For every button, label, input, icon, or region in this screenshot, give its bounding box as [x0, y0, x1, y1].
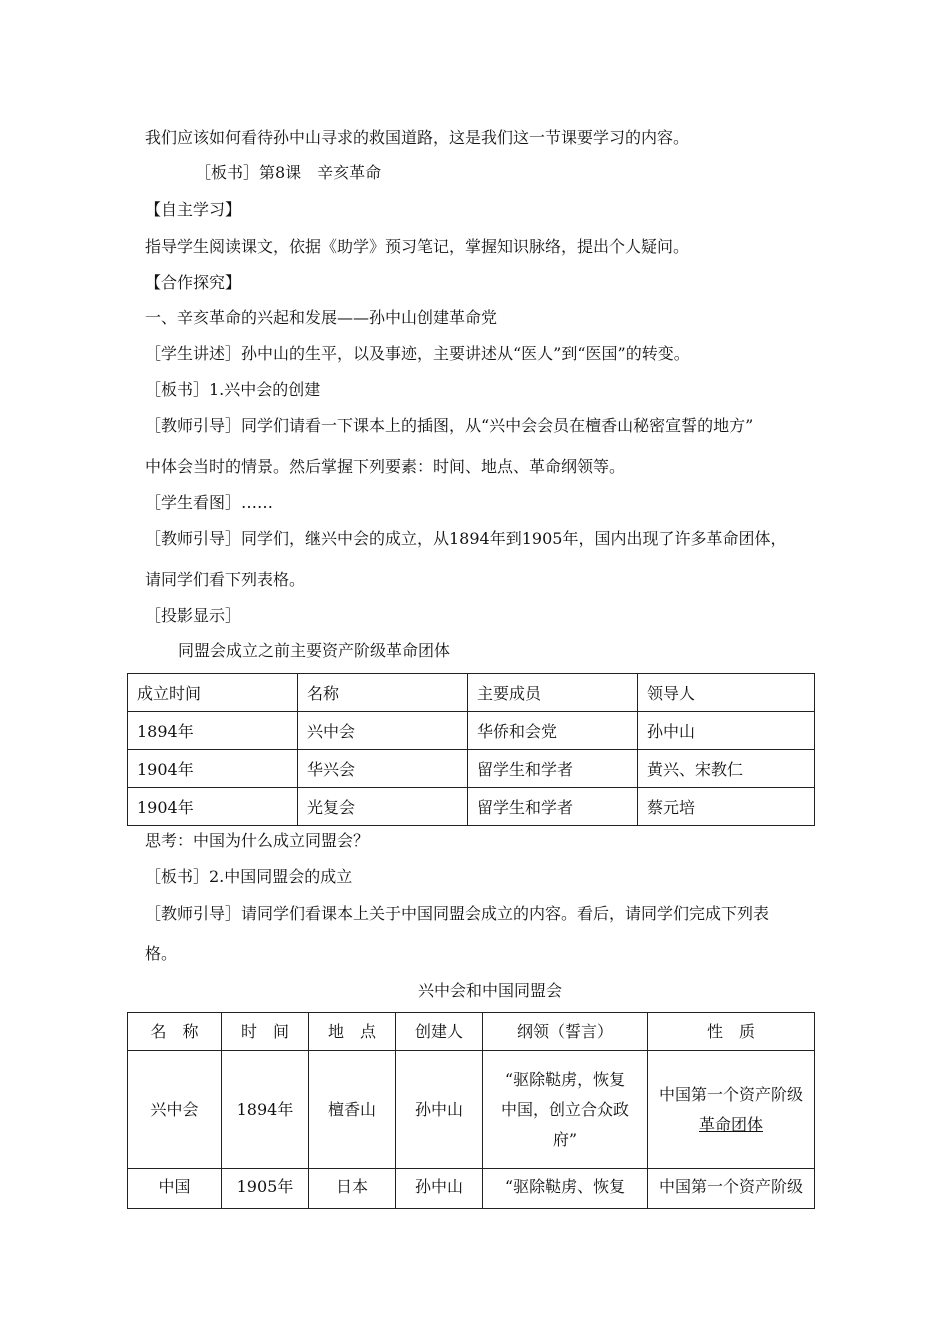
- table-cell: 华侨和会党: [468, 712, 638, 750]
- text-line: 我们应该如何看待孙中山寻求的救国道路，这是我们这一节课要学习的内容。: [145, 128, 690, 147]
- section-heading: 【合作探究】: [145, 273, 242, 292]
- text-line: 指导学生阅读课文，依据《助学》预习笔记，掌握知识脉络，提出个人疑问。: [145, 237, 690, 256]
- table-comparison: [127, 1012, 815, 1209]
- table-cell: 华兴会: [298, 750, 468, 788]
- subsection-heading: 一、辛亥革命的兴起和发展——孙中山创建革命党: [145, 308, 498, 327]
- header-cell: 名称: [298, 674, 468, 712]
- table-cell: 兴中会: [128, 1051, 222, 1169]
- table-cell: 兴中会: [298, 712, 468, 750]
- nature-cell: [648, 1051, 815, 1169]
- table-cell: 留学生和学者: [468, 788, 638, 826]
- header-cell: 主要成员: [468, 674, 638, 712]
- table2-caption: 兴中会和中国同盟会: [418, 981, 563, 1000]
- text-line: ［板书］2.中国同盟会的成立: [145, 867, 353, 886]
- board-note-title: ［板书］第8课 辛亥革命: [195, 163, 382, 182]
- text-line: 请同学们看下列表格。: [145, 570, 306, 589]
- text-line: ［学生看图］……: [145, 493, 274, 512]
- table-header-row: [128, 1013, 815, 1051]
- header-cell: 纲领（誓言）: [483, 1013, 648, 1051]
- table-cell: 孙中山: [396, 1169, 483, 1209]
- table-header-row: [128, 674, 815, 712]
- text-line: ［教师引导］请同学们看课本上关于中国同盟会成立的内容。看后，请同学们完成下列表: [145, 904, 770, 923]
- text-line: 中体会当时的情景。然后掌握下列要素：时间、地点、革命纲领等。: [145, 457, 626, 476]
- header-cell: 成立时间: [128, 674, 298, 712]
- table-cell: 留学生和学者: [468, 750, 638, 788]
- text-line: ［投影显示］: [145, 606, 242, 625]
- table-row: [128, 712, 815, 750]
- table-cell: 檀香山: [309, 1051, 396, 1169]
- program-cell: “驱除鞑虏、恢复: [483, 1169, 648, 1209]
- header-cell: 领导人: [638, 674, 815, 712]
- table-cell: 1905年: [222, 1169, 309, 1209]
- header-cell: 性 质: [648, 1013, 815, 1051]
- section-heading: 【自主学习】: [145, 200, 242, 219]
- program-line: 中国，创立合众政: [500, 1099, 629, 1119]
- table-cell: 孙中山: [396, 1051, 483, 1169]
- text-line: 思考：中国为什么成立同盟会？: [145, 831, 370, 850]
- header-cell: 创建人: [396, 1013, 483, 1051]
- header-cell: 名 称: [128, 1013, 222, 1051]
- table-cell: 日本: [309, 1169, 396, 1209]
- program-line: “驱除鞑虏，恢复: [504, 1069, 626, 1089]
- table-cell: 中国: [128, 1169, 222, 1209]
- header-cell: 地 点: [309, 1013, 396, 1051]
- table-cell: 1904年: [128, 788, 298, 826]
- table-cell: 1894年: [222, 1051, 309, 1169]
- table-cell: 光复会: [298, 788, 468, 826]
- table-cell: 1904年: [128, 750, 298, 788]
- table-cell: 蔡元培: [638, 788, 815, 826]
- program-line: 府”: [552, 1129, 578, 1149]
- text-line: ［教师引导］同学们，继兴中会的成立，从1894年到1905年，国内出现了许多革命团体，: [145, 529, 787, 548]
- text-line: ［板书］1.兴中会的创建: [145, 380, 321, 399]
- text-line: ［教师引导］同学们请看一下课本上的插图，从“兴中会会员在檀香山秘密宣誓的地方”: [145, 416, 754, 435]
- nature-cell: 中国第一个资产阶级: [648, 1169, 815, 1209]
- table1-caption: 同盟会成立之前主要资产阶级革命团体: [178, 641, 451, 660]
- header-cell: 时 间: [222, 1013, 309, 1051]
- table-cell: 黄兴、宋教仁: [638, 750, 815, 788]
- table-revolutionary-groups: [127, 673, 815, 826]
- table-row: [128, 1169, 815, 1209]
- table-row: [128, 750, 815, 788]
- program-cell: [483, 1051, 648, 1169]
- table-row: [128, 788, 815, 826]
- table-cell: 1894年: [128, 712, 298, 750]
- nature-line: 中国第一个资产阶级: [658, 1084, 803, 1104]
- nature-line-underlined: 革命团体: [698, 1114, 763, 1134]
- table-row: [128, 1051, 815, 1169]
- text-line: 格。: [145, 944, 178, 963]
- text-line: ［学生讲述］孙中山的生平，以及事迹，主要讲述从“医人”到“医国”的转变。: [145, 344, 690, 363]
- table-cell: 孙中山: [638, 712, 815, 750]
